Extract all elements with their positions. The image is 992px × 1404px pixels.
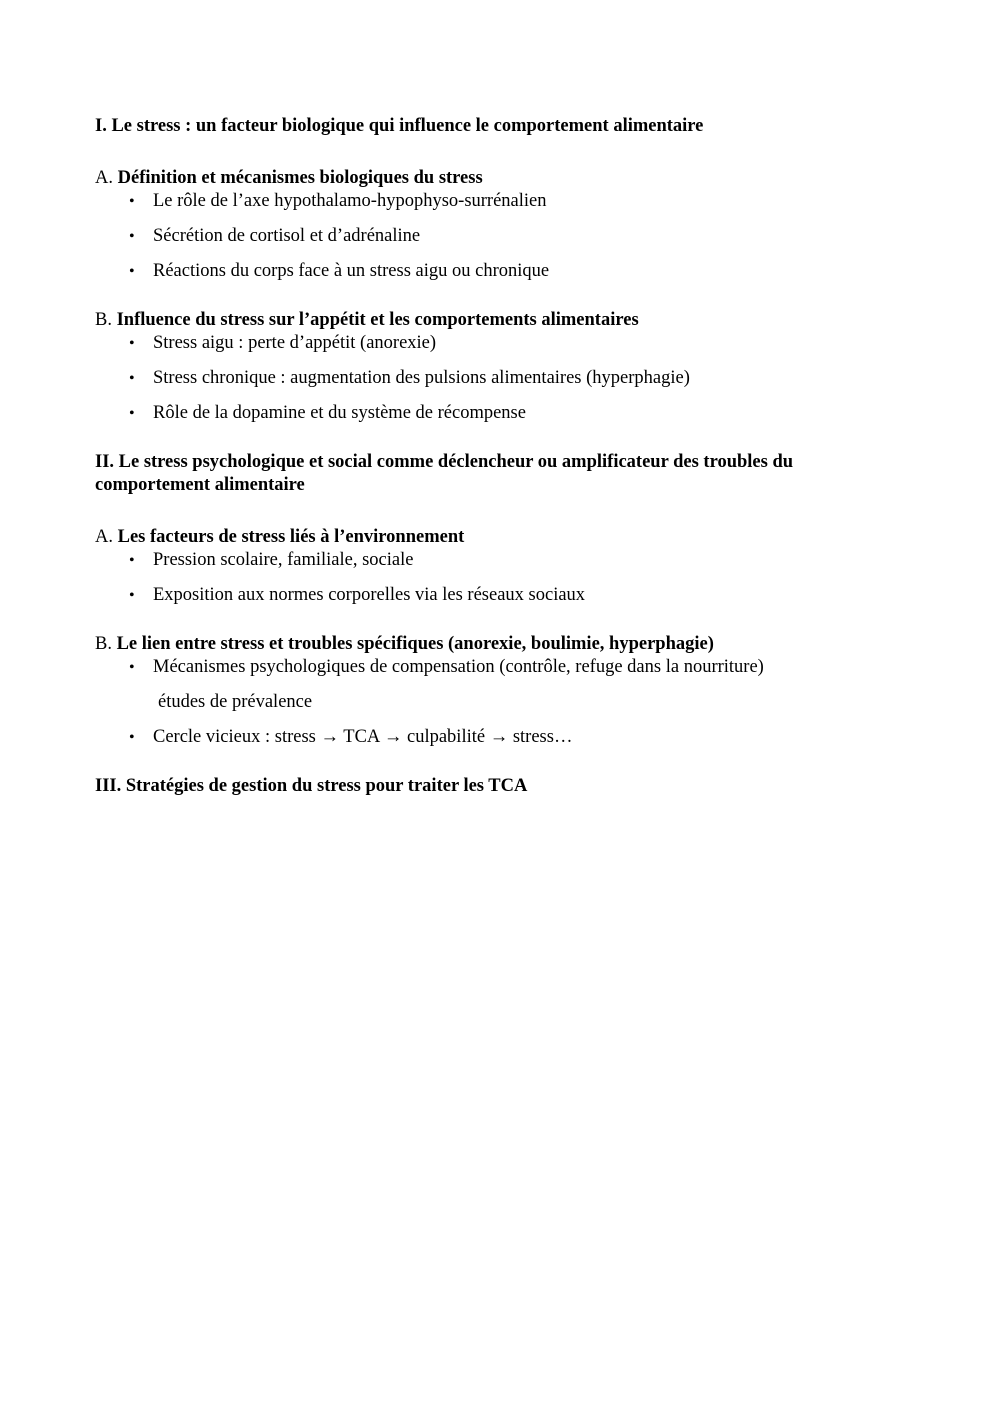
- list-item-text: Sécrétion de cortisol et d’adrénaline: [153, 226, 421, 246]
- bullet-list-1a: [95, 184, 885, 289]
- list-item-continuation: études de prévalence: [158, 692, 313, 712]
- list-item-text: Pression scolaire, familiale, sociale: [153, 550, 414, 570]
- list-item-text: Stress chronique : augmentation des pulsions alimentaires (hyperphagie): [153, 368, 690, 388]
- list-item: [95, 361, 885, 396]
- bullet-icon: •: [129, 587, 135, 604]
- list-item: [95, 543, 885, 578]
- section-title-3: III. Stratégies de gestion du stress pour traiter les TCA: [95, 776, 528, 796]
- bullet-list-2b: [95, 650, 885, 755]
- section-title-1: I. Le stress : un facteur biologique qui influence le comportement alimentaire: [95, 116, 704, 136]
- section-title-2: [95, 451, 885, 497]
- list-item: [95, 326, 885, 361]
- subsection-title: Le lien entre stress et troubles spécifiques (anorexie, boulimie, hyperphagie): [116, 634, 714, 654]
- subsection-letter: B.: [95, 634, 112, 654]
- bullet-icon: •: [129, 335, 135, 352]
- list-item: [95, 219, 885, 254]
- list-item-text: Réactions du corps face à un stress aigu ou chronique: [153, 261, 550, 281]
- list-item-text: Le rôle de l’axe hypothalamo-hypophyso-surrénalien: [153, 191, 547, 211]
- bullet-icon: •: [129, 659, 135, 676]
- bullet-icon: •: [129, 228, 135, 245]
- bullet-icon: •: [129, 370, 135, 387]
- list-item: [95, 650, 885, 720]
- subsection-title: Les facteurs de stress liés à l’environnement: [117, 527, 465, 547]
- bullet-icon: •: [129, 263, 135, 280]
- list-item: [95, 184, 885, 219]
- bullet-icon: •: [129, 552, 135, 569]
- list-item: [95, 254, 885, 289]
- subsection-title: Influence du stress sur l’appétit et les comportements alimentaires: [116, 310, 639, 330]
- subsection-letter: B.: [95, 310, 112, 330]
- bullet-icon: •: [129, 729, 135, 746]
- list-item: [95, 578, 885, 613]
- list-item-text: Cercle vicieux : stress → TCA → culpabilité → stress…: [153, 727, 573, 747]
- list-item: [95, 720, 885, 755]
- list-item: [95, 396, 885, 431]
- document-content: [95, 115, 885, 798]
- bullet-list-2a: [95, 543, 885, 613]
- subsection-letter: A.: [95, 168, 113, 188]
- list-item-text: Exposition aux normes corporelles via les réseaux sociaux: [153, 585, 586, 605]
- list-item-text: Stress aigu : perte d’appétit (anorexie): [153, 333, 437, 353]
- section-title-line: II. Le stress psychologique et social comme déclencheur ou amplificateur des troubles du: [95, 452, 794, 472]
- subsection-letter: A.: [95, 527, 113, 547]
- bullet-list-1b: [95, 326, 885, 431]
- bullet-icon: •: [129, 405, 135, 422]
- list-item-text: Mécanismes psychologiques de compensation (contrôle, refuge dans la nourriture): [153, 657, 764, 677]
- section-title-line: comportement alimentaire: [95, 475, 305, 495]
- subsection-title: Définition et mécanismes biologiques du stress: [117, 168, 483, 188]
- bullet-icon: •: [129, 193, 135, 210]
- list-item-text: Rôle de la dopamine et du système de récompense: [153, 403, 526, 423]
